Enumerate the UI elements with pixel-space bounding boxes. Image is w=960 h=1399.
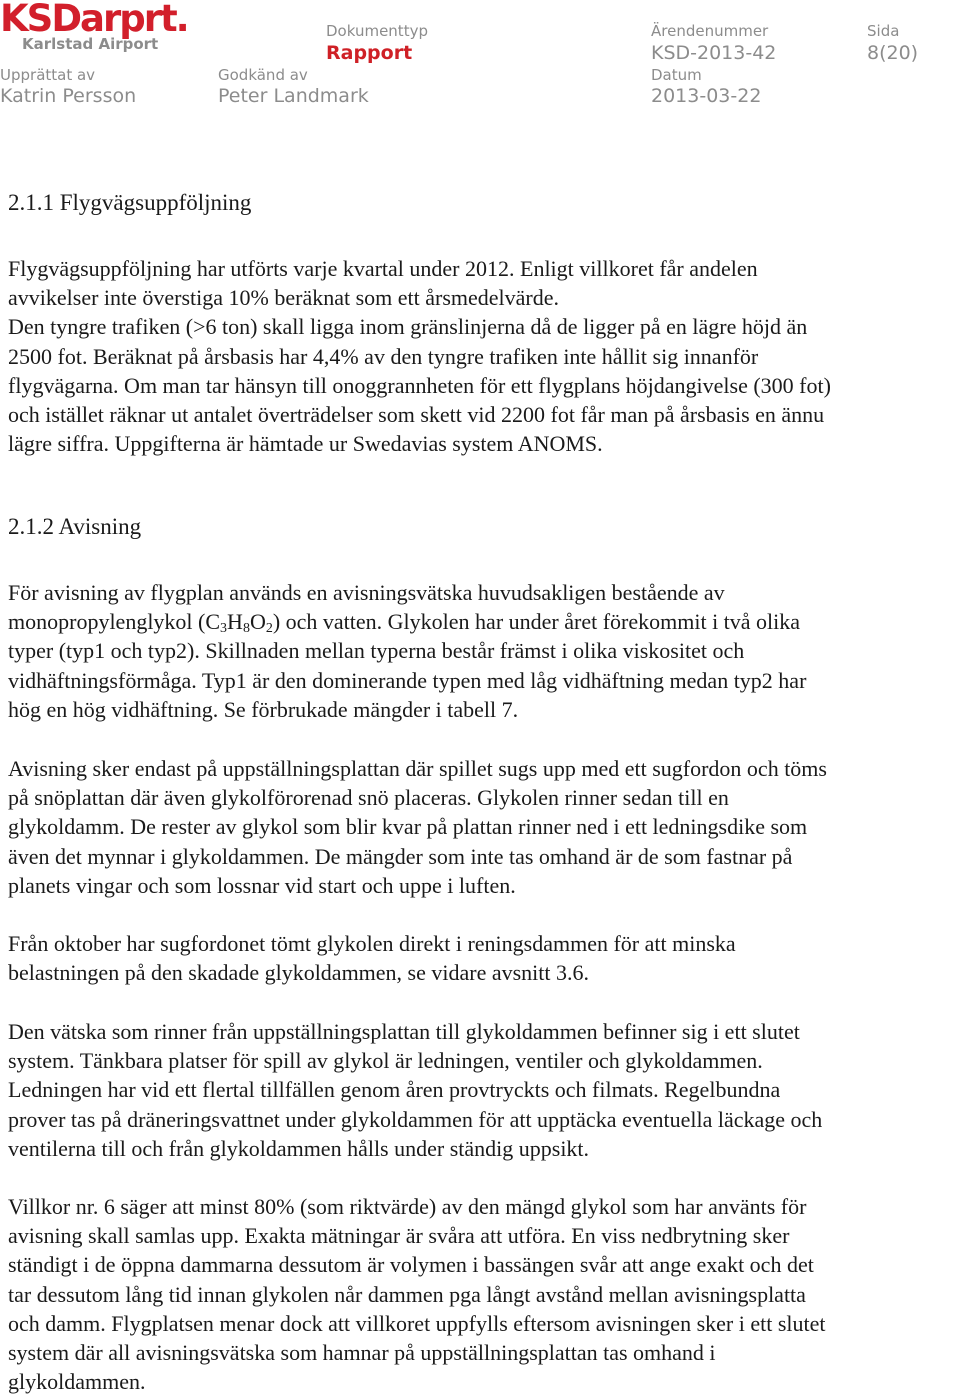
text-line: avisning skall samlas upp. Exakta mätningar är svåra att utföra. En viss nedbrytning sker [8, 1223, 790, 1249]
text-line: belastningen på den skadade glykoldammen, se vidare avsnitt 3.6. [8, 960, 590, 986]
text-line: Villkor nr. 6 säger att minst 80% (som riktvärde) av den mängd glykol som har använts för [8, 1194, 807, 1219]
date-value: 2013-03-22 [651, 85, 762, 107]
text-line: avvikelser inte överstiga 10% beräknat som ett årsmedelvärde. [8, 285, 560, 311]
paragraph [8, 929, 958, 987]
text-line: Flygvägsuppföljning har utförts varje kvartal under 2012. Enligt villkoret får andelen [8, 256, 758, 281]
text-line: ventilerna till och från glykoldammen hålls under ständig uppsikt. [8, 1135, 590, 1161]
date-label: Datum [651, 66, 702, 84]
text-line: glykoldamm. De rester av glykol som blir kvar på plattan rinner ned i ett ledningsdike som [8, 814, 808, 840]
subscript: 8 [242, 621, 250, 637]
text-line: typer (typ1 och typ2). Skillnaden mellan typerna består främst i olika viskositet och [8, 638, 745, 664]
text-line: Från oktober har sugfordonet tömt glykolen direkt i reningsdammen för att minska [8, 931, 736, 956]
casenum-value: KSD-2013-42 [651, 42, 777, 64]
text-line: 2500 fot. Beräknat på årsbasis har 4,4% av den tyngre trafiken inte hållit sig innanför [8, 343, 759, 369]
text-line: vidhäftningsförmåga. Typ1 är den dominerande typen med låg vidhäftning medan typ2 har [8, 667, 807, 693]
text-fragment: ) och vatten. Glykolen har under året förekommit i två olika [272, 609, 801, 635]
text-fragment: monopropylenglykol (C [8, 609, 221, 635]
text-line: tar dessutom lång tid innan glykolen når dammen pga långt avstånd mellan avisningsplatta [8, 1281, 806, 1307]
text-line: glykoldammen. [8, 1369, 146, 1395]
text-line: prover tas på dräneringsvattnet under glykoldammen för att upptäcka eventuella läckage och [8, 1106, 823, 1132]
text-line: på snöplattan där även glykolförorenad snö placeras. Glykolen rinner sedan till en [8, 785, 729, 811]
approved-value: Peter Landmark [218, 85, 369, 107]
paragraph [8, 1192, 958, 1396]
logo-subtitle: Karlstad Airport [22, 35, 159, 53]
text-line: lägre siffra. Uppgifterna är hämtade ur Swedavias system ANOMS. [8, 431, 603, 457]
author-label: Upprättat av [0, 66, 96, 84]
text-line: Avisning sker endast på uppställningsplattan där spillet sugs upp med ett sugfordon och töms [8, 756, 827, 781]
ksd-logo: KSDarprt. [0, 0, 188, 40]
text-line: ständigt i de öppna dammarna dessutom är volymen i bassängen svår att ange exakt och det [8, 1252, 814, 1278]
section-heading-flygvagsuppfoljning: 2.1.1 Flygvägsuppföljning [8, 190, 252, 215]
text-line: För avisning av flygplan används en avisningsvätska huvudsakligen bestående av [8, 580, 725, 605]
paragraph [8, 754, 958, 900]
author-value: Katrin Persson [0, 85, 137, 107]
page-label: Sida [867, 22, 900, 40]
text-line: Ledningen har vid ett flertal tillfällen genom åren provtryckts och filmats. Regelbundna [8, 1077, 781, 1103]
text-line: hög en hög vidhäftning. Se förbrukade mängder i tabell 7. [8, 696, 519, 722]
page-number: 8(20) [867, 42, 919, 64]
text-line: och damm. Flygplatsen menar dock att villkoret uppfylls eftersom avisningen sker i ett slutet [8, 1310, 826, 1336]
subscript: 3 [220, 621, 228, 637]
text-line: flygvägarna. Om man tar hänsyn till onoggrannheten för ett flygplans höjdangivelse (300 fot) [8, 372, 831, 398]
paragraph [8, 254, 958, 458]
doctype-value: Rapport [326, 42, 413, 64]
text-fragment: O [249, 609, 266, 635]
paragraph [8, 1017, 958, 1163]
text-line: även det mynnar i glykoldammen. De mängder som inte tas omhand är de som fastnar på [8, 843, 793, 869]
text-line: system där all avisningsvätska som hamnar på uppställningsplattan tas omhand i [8, 1340, 716, 1366]
section-heading-avisning: 2.1.2 Avisning [8, 514, 142, 539]
text-line: Den tyngre trafiken (>6 ton) skall ligga inom gränslinjerna då de ligger på en lägre höjd än [8, 314, 808, 340]
text-line: och istället räknar ut antalet överträdelser som skett vid 2200 fot får man på årsbasis en ännu [8, 402, 825, 428]
casenum-label: Ärendenummer [651, 22, 769, 40]
doctype-label: Dokumenttyp [326, 22, 428, 40]
text-line: system. Tänkbara platser för spill av glykol är ledningen, ventiler och glykoldammen. [8, 1048, 763, 1074]
text-line-chemical-formula [8, 607, 958, 636]
subscript: 2 [265, 621, 273, 637]
text-line: planets vingar och som lossnar vid start och uppe i luften. [8, 872, 516, 898]
text-line: Den vätska som rinner från uppställningsplattan till glykoldammen befinner sig i ett slutet [8, 1019, 800, 1044]
paragraph [8, 578, 958, 724]
approved-label: Godkänd av [218, 66, 308, 84]
text-fragment: H [227, 609, 243, 635]
